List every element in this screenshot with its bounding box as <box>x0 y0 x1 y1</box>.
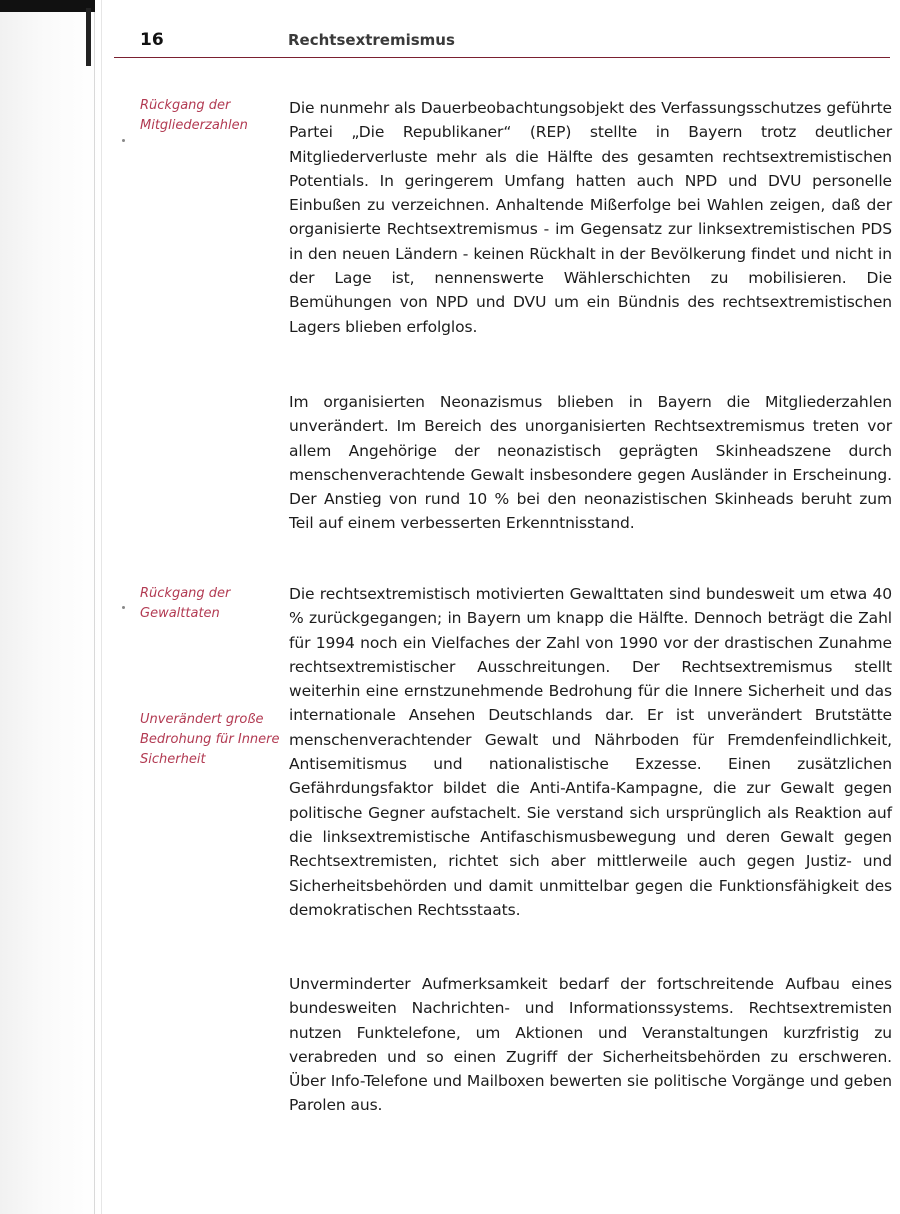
margin-note-membership-decline: Rückgang der Mitgliederzahlen <box>140 98 248 133</box>
paragraph-gewalttaten: Die rechtsextremistisch motivierten Gewalttaten sind bundesweit um etwa 40 % zurückgegangen; in Bayern um knapp die Hälfte. Dennoch beträgt die Zahl für 1994 noch ein Vielfaches der Zahl von 1990 vor der drastischen Zunahme rechtsextremistischer Ausschreitungen. Der Rechtsextremismus stellt weiterhin eine ernstzunehmende Bedrohung für die Innere Sicherheit und das internationale Ansehen Deutschlands dar. Er ist unverändert Brutstätte menschenverachtender Gewalt und Nährboden für Fremdenfeindlichkeit, Antisemitismus und nationalistische Exzesse. Einen zusätzlichen Gefährdungsfaktor bildet die Anti-Antifa-Kampagne, die zur Gewalt gegen politische Gegner aufstachelt. Sie verstand sich ursprünglich als Reaktion auf die linksextremistische Antifaschismusbewegung und deren Gewalt gegen Rechtsextremisten, richtet sich aber mittlerweile auch gegen Justiz- und Sicherheitsbehörden und damit unmittelbar gegen die Funktionsfähigkeit des demokratischen Rechtsstaats. <box>289 585 892 919</box>
running-title: Rechtsextremismus <box>288 31 455 49</box>
margin-note-violence-decline: Rückgang der Gewalttaten <box>140 586 231 621</box>
scan-corner-mark <box>86 8 91 66</box>
scan-binding-line <box>94 0 95 1214</box>
paragraph-republikaner: Die nunmehr als Dauerbeobachtungsobjekt des Verfassungsschutzes geführte Partei „Die Republikaner“ (REP) stellte in Bayern trotz deutlicher Mitgliederverluste mehr als die Hälfte des gesamten rechtsextremistischen Potentials. In geringerem Umfang hatten auch NPD und DVU personelle Einbußen zu verzeichnen. Anhaltende Mißerfolge bei Wahlen zeigen, daß der organisierte Rechtsextremismus - im Gegensatz zur linksextremistischen PDS in den neuen Ländern - keinen Rückhalt in der Bevölkerung findet und nicht in der Lage ist, nennenswerte Wählerschichten zu mobilisieren. Die Bemühungen von NPD und DVU um ein Bündnis des rechtsextremistischen Lagers blieben erfolglos. <box>289 99 892 336</box>
paragraph-neonazismus: Im organisierten Neonazismus blieben in Bayern die Mitgliederzahlen unverändert. Im Bereich des unorganisierten Rechtsextremismus treten vor allem Angehörige der neonazistisch geprägten Skinheadszene durch menschenverachtende Gewalt insbesondere gegen Ausländer in Erscheinung. Der Anstieg von rund 10 % bei den neonazistischen Skinheads beruht zum Teil auf einem verbesserten Erkenntnisstand. <box>289 393 892 533</box>
page-number: 16 <box>140 30 164 50</box>
scan-corner-mark <box>0 0 95 12</box>
margin-dot <box>122 606 125 609</box>
scan-binding-line <box>101 0 102 1214</box>
margin-note-security-threat: Unverändert große Bedrohung für Innere Sicherheit <box>140 712 280 767</box>
paragraph-informationssystem: Unverminderter Aufmerksamkeit bedarf der fortschreitende Aufbau eines bundesweiten Nachrichten- und Informationssystems. Rechtsextremisten nutzen Funktelefone, um Aktionen und Veranstaltungen kurzfristig zu verabreden und so einen Zugriff der Sicherheitsbehörden zu erschweren. Über Info-Telefone und Mailboxen bewerten sie politische Vorgänge und geben Parolen aus. <box>289 975 892 1115</box>
header-rule <box>114 57 890 58</box>
margin-dot <box>122 139 125 142</box>
scan-binding-shadow <box>0 0 100 1214</box>
